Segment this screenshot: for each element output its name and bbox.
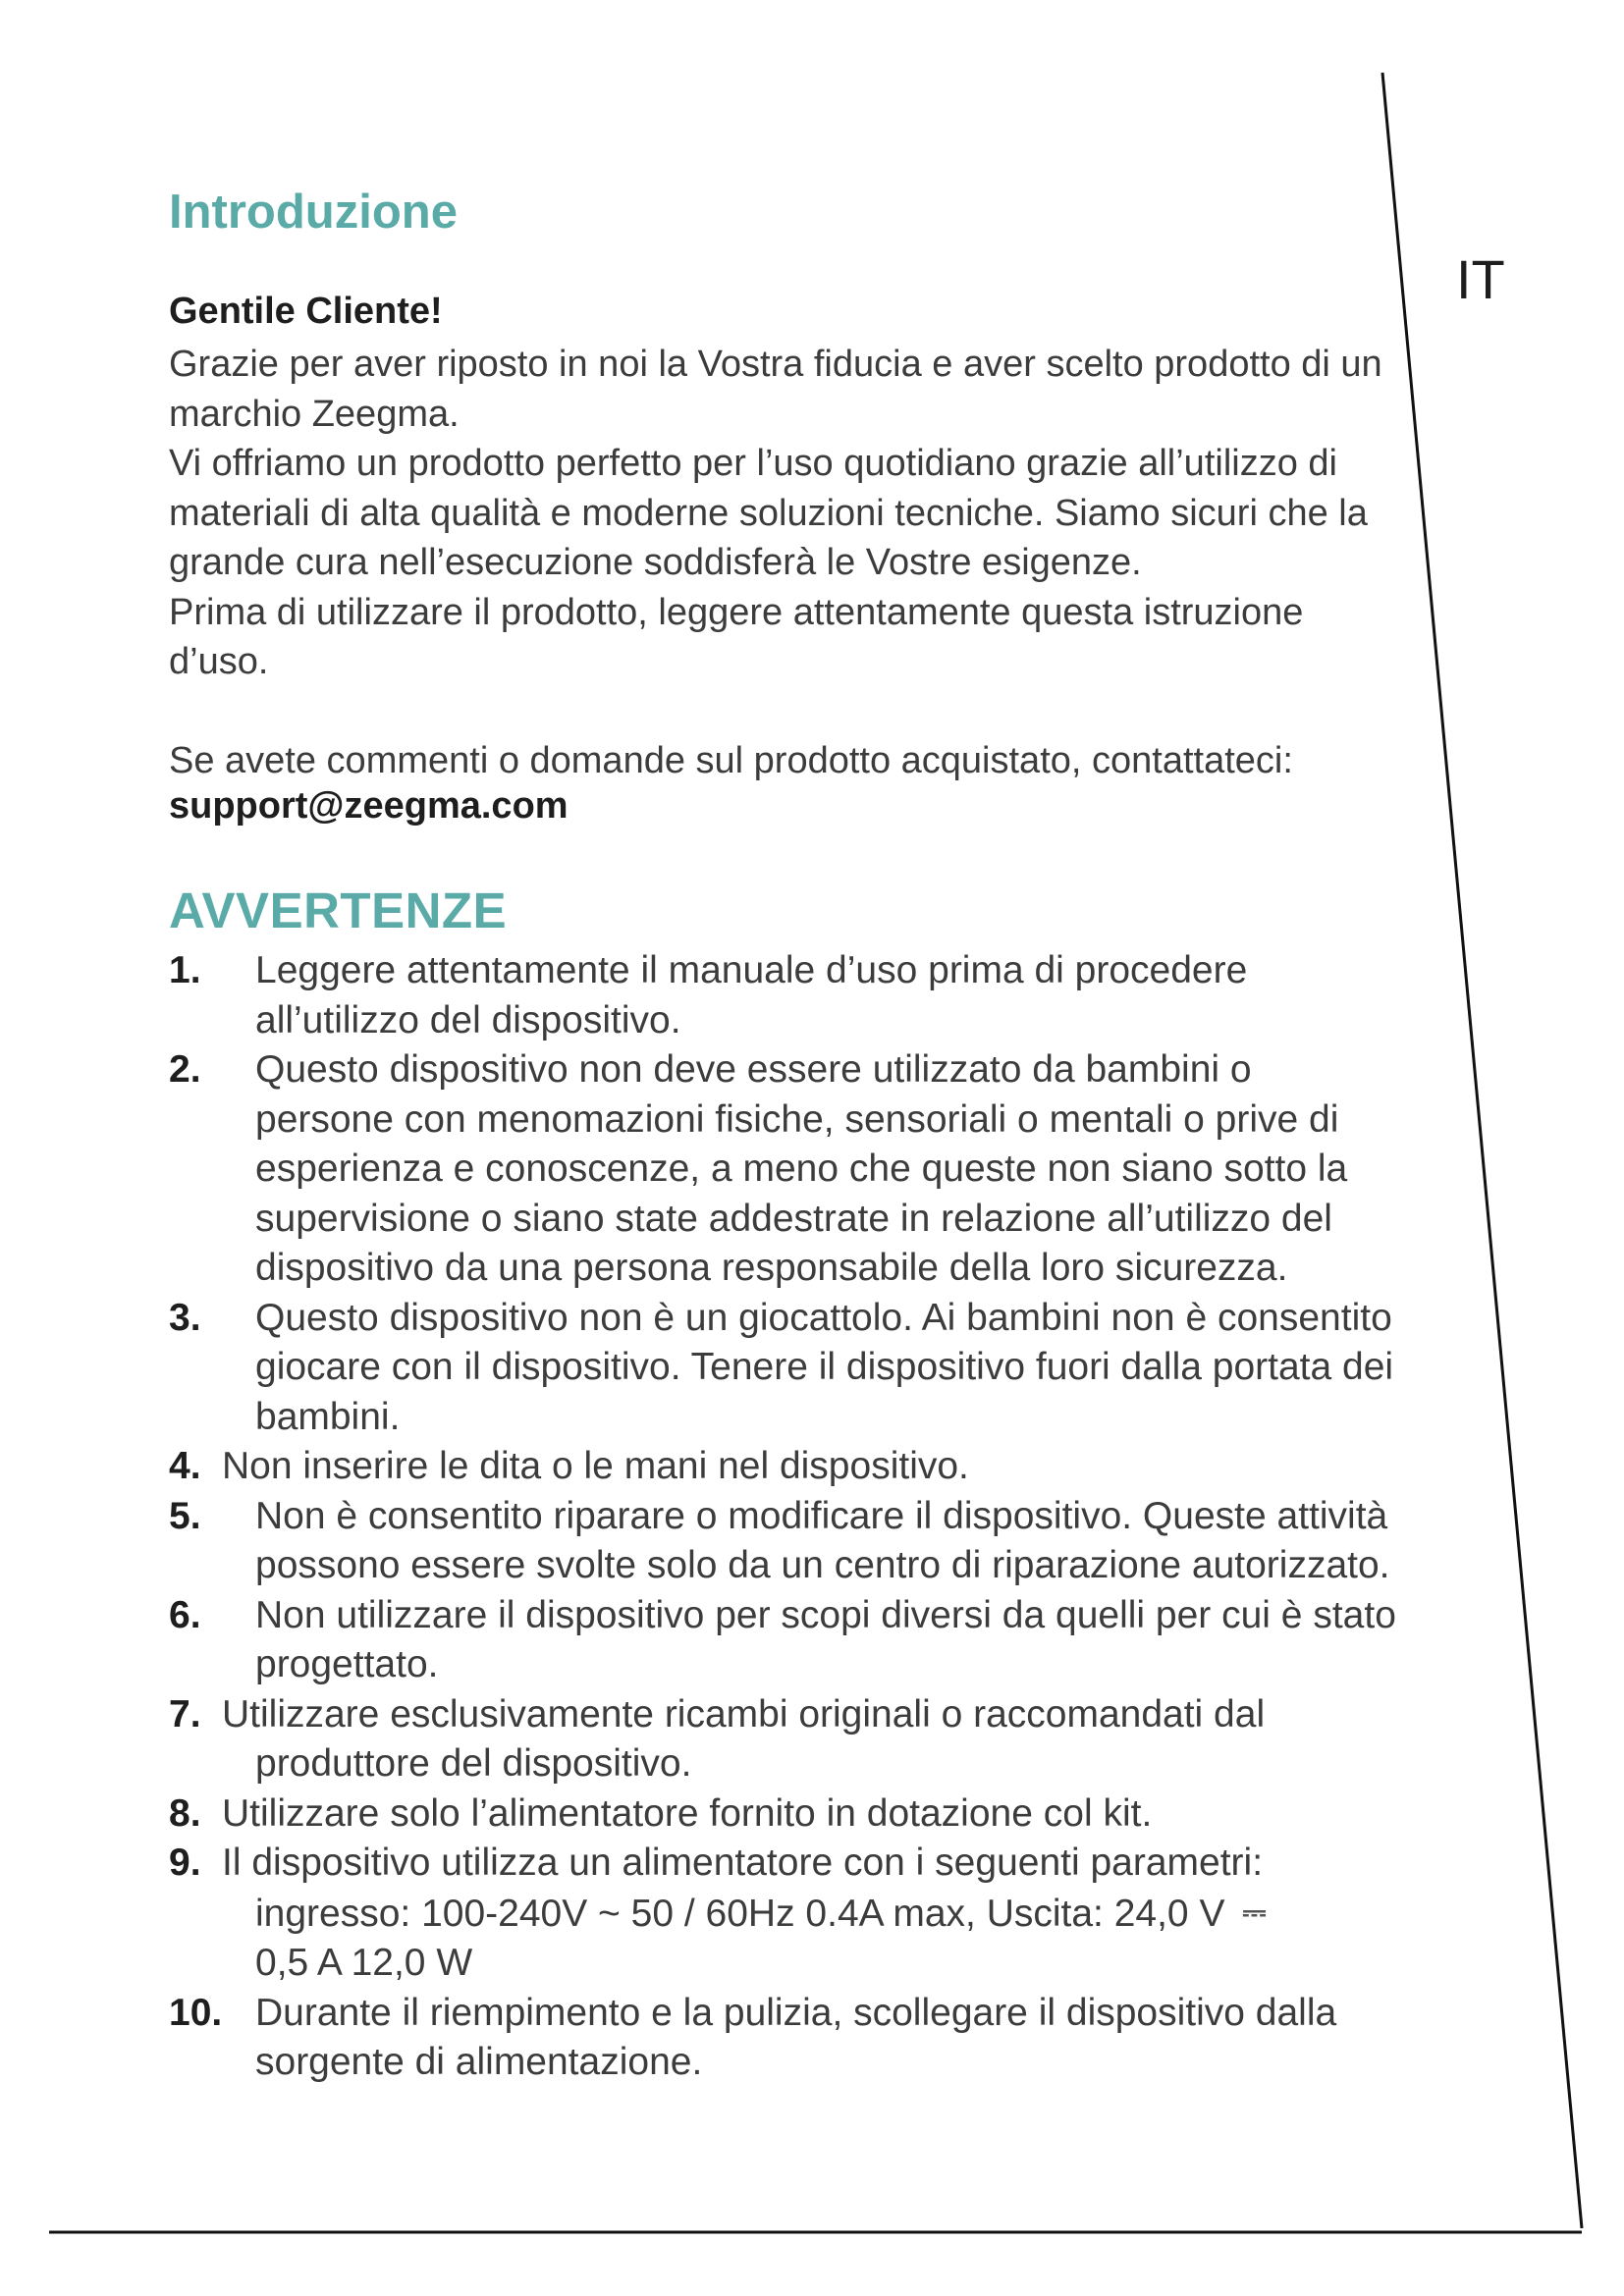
- intro-paragraph: Grazie per aver riposto in noi la Vostra fiducia e aver scelto prodotto di un marchio Zeegma.: [169, 344, 1382, 435]
- warning-number: 9.: [169, 1842, 201, 1884]
- warning-number: 2.: [169, 1048, 201, 1091]
- warning-text: Non inserire le dita o le mani nel dispositivo.: [222, 1445, 969, 1487]
- dc-current-icon: ⎓: [1242, 1896, 1267, 1929]
- intro-heading: Introduzione: [169, 186, 458, 239]
- warning-text: Questo dispositivo non è un giocattolo. Ai bambini non è consentito giocare con il dispositivo. Tenere il dispositivo fuori dalla portata dei bambini.: [255, 1296, 1394, 1438]
- warning-number: 6.: [169, 1593, 201, 1636]
- warning-item: [169, 1690, 1396, 1789]
- warning-item: [169, 1591, 1396, 1690]
- warning-text: Questo dispositivo non deve essere utilizzato da bambini o persone con menomazioni fisiche, sensoriali o mentali o prive di esperienza e conoscenze, a meno che queste non siano sotto la supervisione o siano state addestrate in relazione all’utilizzo del dispositivo da una persona responsabile della loro sicurezza.: [255, 1048, 1348, 1289]
- warning-item: [169, 1045, 1396, 1294]
- warning-text: Il dispositivo utilizza un alimentatore con i seguenti parametri:: [222, 1842, 1264, 1884]
- warning-number: 3.: [169, 1296, 201, 1339]
- warning-item: [169, 1442, 1396, 1492]
- warning-text: Durante il riempimento e la pulizia, scollegare il dispositivo dalla sorgente di alimentazione.: [255, 1991, 1337, 2083]
- warning-text: Utilizzare esclusivamente ricambi originali o raccomandati dal: [222, 1692, 1266, 1735]
- warning-item: [169, 1839, 1396, 1989]
- warning-item: [169, 946, 1396, 1045]
- warning-text-continued: produttore del dispositivo.: [255, 1742, 692, 1785]
- warning-item: [169, 1492, 1396, 1591]
- intro-paragraph: Prima di utilizzare il prodotto, leggere attentamente questa istruzione d’uso.: [169, 591, 1304, 682]
- warning-number: 10.: [169, 1991, 223, 2034]
- contact-text: Se avete commenti o domande sul prodotto acquistato, contattateci:: [169, 740, 1293, 781]
- warning-number: 1.: [169, 949, 201, 991]
- warning-text: Utilizzare solo l’alimentatore fornito in dotazione col kit.: [222, 1791, 1153, 1835]
- intro-paragraph: Vi offriamo un prodotto perfetto per l’uso quotidiano grazie all’utilizzo di materiali di alta qualità e moderne soluzioni tecniche. Siamo sicuri che la grande cura nell’esecuzione soddisferà le Vostre esigenze.: [169, 443, 1368, 583]
- warning-number: 8.: [169, 1791, 201, 1835]
- warning-text: Non è consentito riparare o modificare il dispositivo. Queste attività possono essere svolte solo da un centro di riparazione autorizzato.: [255, 1494, 1390, 1586]
- greeting: Gentile Cliente!: [169, 291, 443, 332]
- support-email: support@zeegma.com: [169, 785, 568, 827]
- warning-number: 5.: [169, 1494, 201, 1537]
- side-border-line: [1382, 73, 1582, 2228]
- power-spec-text: ingresso: 100-240V ~ 50 / 60Hz 0.4A max, Uscita: 24,0 V: [255, 1892, 1225, 1935]
- warning-item: [169, 1789, 1396, 1840]
- warning-text: Leggere attentamente il manuale d’uso prima di procedere all’utilizzo del dispositivo.: [255, 949, 1248, 1041]
- warning-text-continued: [222, 1889, 1396, 1940]
- warning-text: Non utilizzare il dispositivo per scopi diversi da quelli per cui è stato progettato.: [255, 1593, 1396, 1685]
- warnings-heading: AVVERTENZE: [169, 882, 508, 938]
- warning-number: 4.: [169, 1445, 201, 1487]
- warning-number: 7.: [169, 1692, 201, 1735]
- warnings-list: [169, 946, 1396, 2088]
- warning-item: [169, 1294, 1396, 1443]
- language-tag: IT: [1456, 248, 1505, 310]
- contact-block: [169, 738, 1396, 828]
- intro-body: [169, 340, 1396, 687]
- warning-text-continued: 0,5 A 12,0 W: [255, 1942, 473, 1984]
- warning-item: [169, 1989, 1396, 2088]
